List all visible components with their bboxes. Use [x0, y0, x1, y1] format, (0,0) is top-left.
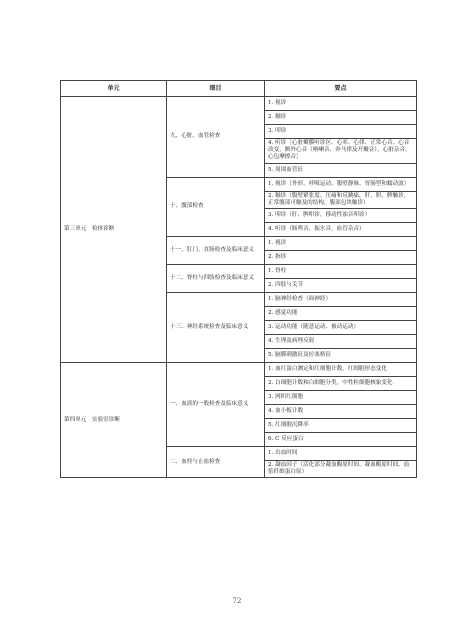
point-cell: 2. 白细胞计数和白细胞分类，中性粒细胞核象变化 — [265, 377, 417, 391]
header-points: 要点 — [265, 81, 417, 97]
point-cell: 1. 血红蛋白测定和红细胞计数，红细胞形态变化 — [265, 363, 417, 377]
item-cell: 九、心脏、血管检查 — [167, 97, 265, 178]
table-row — [61, 97, 417, 111]
item-cell: 一、血液的一般检查及临床意义 — [167, 363, 265, 447]
point-cell: 4. 生理及病理反射 — [265, 335, 417, 349]
unit-cell: 第四单元 实验室诊断 — [61, 363, 167, 478]
point-cell: 2. 触诊 — [265, 111, 417, 125]
point-cell: 1. 视诊 — [265, 237, 417, 251]
item-cell: 十、腹部检查 — [167, 177, 265, 236]
item-cell: 二、血栓与止血检查 — [167, 447, 265, 478]
point-cell: 1. 出血时间 — [265, 447, 417, 461]
point-cell: 3. 网织红细胞 — [265, 391, 417, 405]
point-cell: 2. 凝血因子（活化部分凝血酶原时间、凝血酶原时间、血浆纤维蛋白原） — [265, 461, 417, 478]
point-cell: 1. 脑神经检查（面神经） — [265, 293, 417, 307]
item-cell: 十二、脊柱与四肢检查及临床意义 — [167, 265, 265, 293]
page-number: 72 — [232, 597, 242, 605]
point-cell: 3. 叩诊（肝、脾叩诊，移动性浊音叩诊） — [265, 209, 417, 223]
point-cell: 5. 脑膜刺激征及拉塞格征 — [265, 349, 417, 363]
point-cell: 1. 脊柱 — [265, 265, 417, 279]
point-cell: 1. 视诊（外形、呼吸运动、腹壁静脉、胃肠型和蠕动波） — [265, 177, 417, 191]
header-unit: 单元 — [61, 81, 167, 97]
point-cell: 5. 周围血管征 — [265, 163, 417, 177]
point-cell: 4. 血小板计数 — [265, 405, 417, 419]
syllabus-table — [60, 80, 417, 478]
point-cell: 4. 听诊［心脏瓣膜听诊区、心率、心律、正常心音、心音改变、额外心音（喀喇音、奔马律及开瓣音）、心脏杂音、心包摩擦音］ — [265, 139, 417, 164]
point-cell: 3. 运动功能（随意运动、被动运动） — [265, 321, 417, 335]
point-cell: 2. 触诊（腹壁紧张度、压痛和反跳痛，肝、胆、脾触诊，正常腹部可触及的结构，腹部包块触诊） — [265, 191, 417, 208]
table-header-row — [61, 81, 417, 97]
header-item: 细目 — [167, 81, 265, 97]
table-body — [61, 97, 417, 478]
point-cell: 2. 感觉功能 — [265, 307, 417, 321]
point-cell: 4. 听诊（肠鸣音，振水音，血管杂音） — [265, 223, 417, 237]
point-cell: 2. 四肢与关节 — [265, 279, 417, 293]
point-cell: 5. 红细胞沉降率 — [265, 419, 417, 433]
point-cell: 3. 叩诊 — [265, 125, 417, 139]
point-cell: 6. C 反应蛋白 — [265, 433, 417, 447]
table-row — [61, 363, 417, 377]
item-cell: 十一、肛门、直肠检查及临床意义 — [167, 237, 265, 265]
unit-cell: 第三单元 检体诊断 — [61, 97, 167, 363]
item-cell: 十三、神经系统检查及临床意义 — [167, 293, 265, 363]
point-cell: 1. 视诊 — [265, 97, 417, 111]
point-cell: 2. 指诊 — [265, 251, 417, 265]
